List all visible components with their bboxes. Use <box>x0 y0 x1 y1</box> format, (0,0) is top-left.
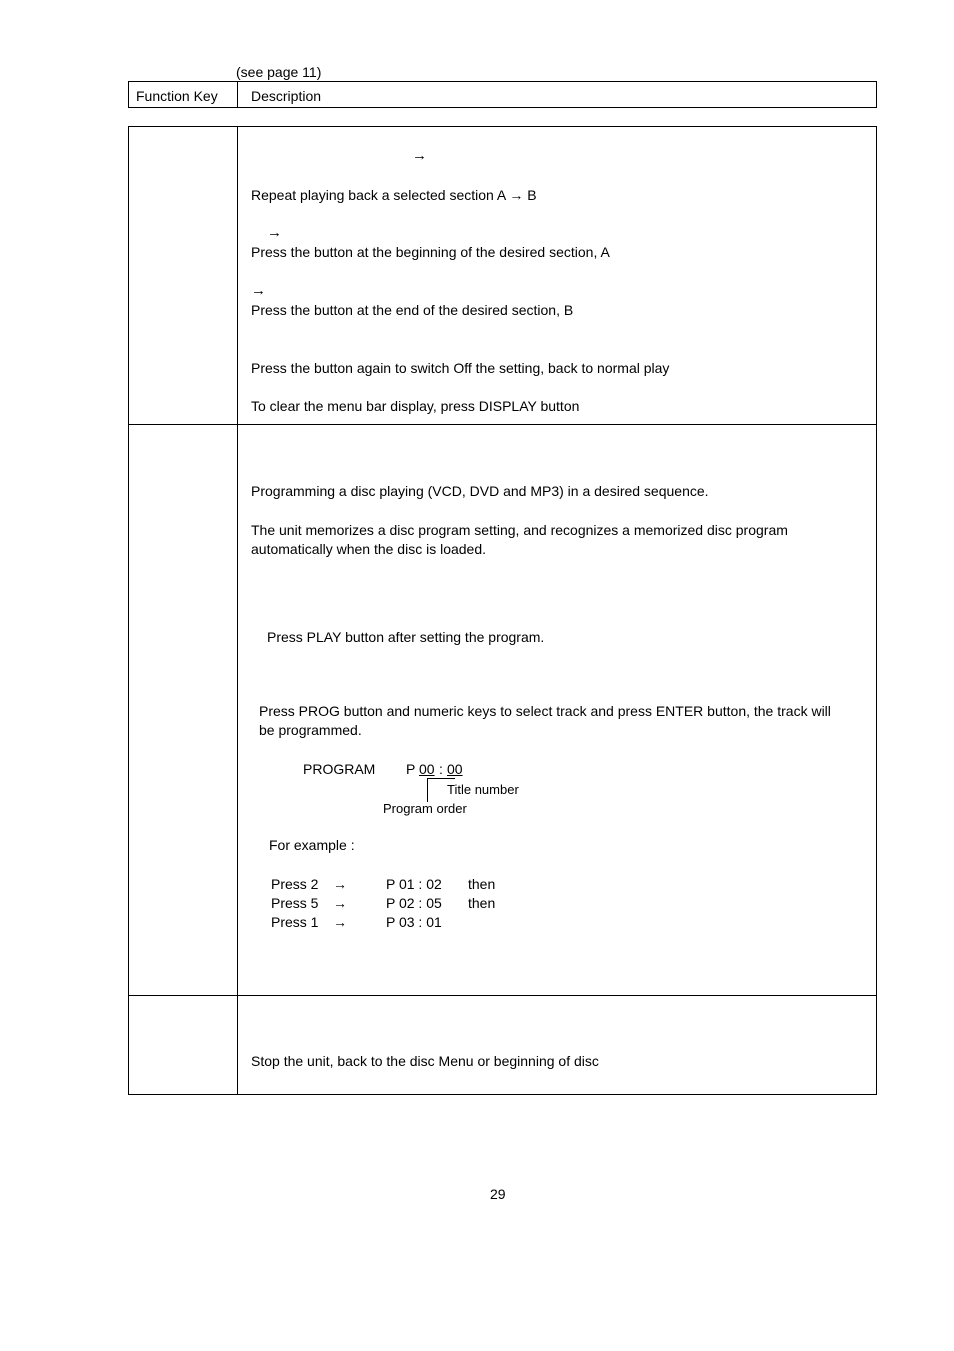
program-display-separator: : <box>439 761 443 777</box>
example-then: then <box>468 895 496 911</box>
program-description: Programming a disc playing (VCD, DVD and MP3) in a desired sequence. <box>251 483 709 499</box>
right-arrow-icon: → <box>251 282 266 299</box>
page-number: 29 <box>490 1186 506 1202</box>
example-result: P 01 : 02 <box>386 876 442 892</box>
example-label: For example : <box>269 837 355 853</box>
column-header-function-key: Function Key <box>136 88 218 104</box>
title-number-label: Title number <box>447 782 519 797</box>
ab-repeat-step-b: Press the button at the end of the desired section, B <box>251 302 574 318</box>
row-divider-2 <box>128 995 877 996</box>
example-result: P 02 : 05 <box>386 895 442 911</box>
stop-description: Stop the unit, back to the disc Menu or beginning of disc <box>251 1053 599 1069</box>
header-divider <box>237 81 238 108</box>
program-display-order: 00 <box>419 761 435 777</box>
ab-repeat-off: Press the button again to switch Off the setting, back to normal play <box>251 360 670 376</box>
example-then: then <box>468 876 496 892</box>
ab-repeat-description: Repeat playing back a selected section A → B <box>251 187 537 203</box>
right-arrow-icon: → <box>333 895 347 911</box>
program-memory-line-1: The unit memorizes a disc program setting, and recognizes a memorized disc program <box>251 522 788 538</box>
example-press: Press 5 <box>271 895 319 911</box>
example-press: Press 2 <box>271 876 319 892</box>
row-divider-1 <box>128 424 877 425</box>
right-arrow-icon: → <box>333 876 347 892</box>
ab-repeat-clear-display: To clear the menu bar display, press DISPLAY button <box>251 398 580 414</box>
function-table <box>128 126 877 1095</box>
column-header-description: Description <box>251 88 322 104</box>
program-instructions-line-1: Press PROG button and numeric keys to select track and press ENTER button, the track will <box>259 703 831 719</box>
program-display-p: P <box>406 761 416 777</box>
program-play-note: Press PLAY button after setting the program. <box>267 629 545 645</box>
example-press: Press 1 <box>271 914 319 930</box>
program-display-title: 00 <box>447 761 463 777</box>
ab-repeat-step-a: Press the button at the beginning of the desired section, A <box>251 244 610 260</box>
program-memory-line-2: automatically when the disc is loaded. <box>251 541 487 557</box>
right-arrow-icon: → <box>267 224 282 241</box>
table-column-divider <box>237 126 238 1095</box>
program-order-label: Program order <box>383 801 467 816</box>
program-display-label: PROGRAM <box>303 761 376 777</box>
header-table <box>128 81 877 108</box>
example-result: P 03 : 01 <box>386 914 442 930</box>
see-page-note: (see page 11) <box>236 64 322 80</box>
right-arrow-icon: → <box>412 147 427 164</box>
right-arrow-icon: → <box>333 914 347 930</box>
title-number-pointer-line <box>427 778 455 779</box>
program-instructions-line-2: be programmed. <box>259 722 362 738</box>
